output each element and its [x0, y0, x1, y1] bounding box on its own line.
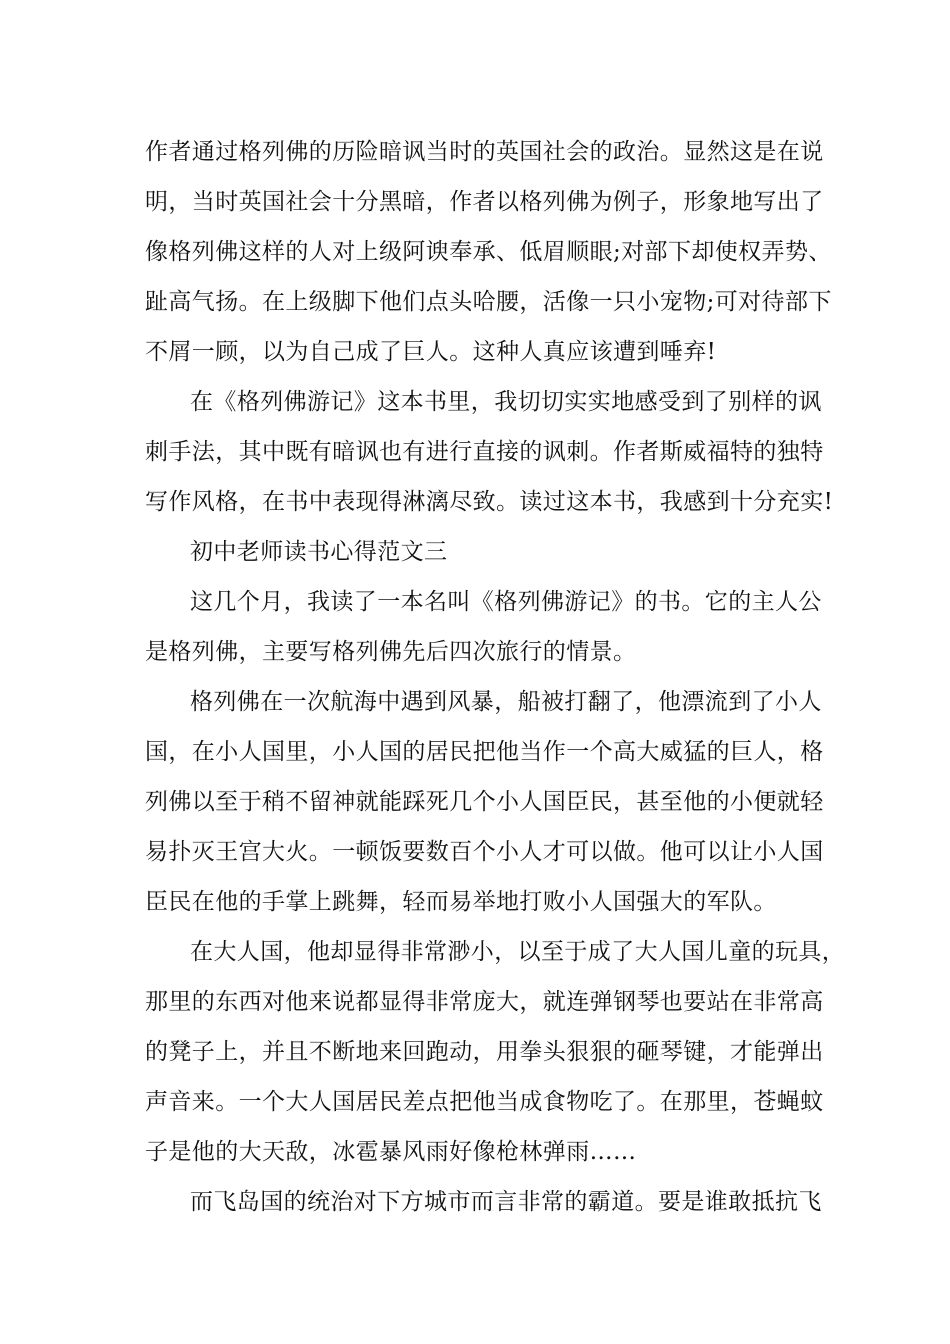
- text-line: 而飞岛国的统治对下方城市而言非常的霸道。要是谁敢抵抗飞: [190, 1189, 822, 1215]
- text-line: 列佛以至于稍不留神就能踩死几个小人国臣民，甚至他的小便就轻: [145, 789, 824, 815]
- text-line: 作者通过格列佛的历险暗讽当时的英国社会的政治。显然这是在说: [145, 139, 824, 165]
- text-line: 子是他的大天敌，冰雹暴风雨好像枪林弹雨……: [145, 1139, 637, 1165]
- text-line: 声音来。一个大人国居民差点把他当成食物吃了。在那里，苍蝇蚊: [145, 1089, 824, 1115]
- text-line: 格列佛在一次航海中遇到风暴，船被打翻了，他漂流到了小人: [190, 689, 822, 715]
- text-line: 国，在小人国里，小人国的居民把他当作一个高大威猛的巨人，格: [145, 739, 824, 765]
- text-line: 臣民在他的手掌上跳舞，轻而易举地打败小人国强大的军队。: [145, 889, 777, 915]
- text-line: 像格列佛这样的人对上级阿谀奉承、低眉顺眼;对部下却使权弄势、: [145, 239, 832, 265]
- text-line: 不屑一顾，以为自己成了巨人。这种人真应该遭到唾弃!: [145, 339, 717, 365]
- text-line: 刺手法，其中既有暗讽也有进行直接的讽刺。作者斯威福特的独特: [145, 439, 824, 465]
- text-line: 在《格列佛游记》这本书里，我切切实实地感受到了别样的讽: [190, 389, 822, 415]
- text-line: 那里的东西对他来说都显得非常庞大，就连弹钢琴也要站在非常高: [145, 989, 824, 1015]
- text-line: 趾高气扬。在上级脚下他们点头哈腰，活像一只小宠物;可对待部下: [145, 289, 832, 315]
- text-line: 易扑灭王宫大火。一顿饭要数百个小人才可以做。他可以让小人国: [145, 839, 824, 865]
- text-line: 在大人国，他却显得非常渺小，以至于成了大人国儿童的玩具，: [190, 939, 846, 965]
- text-line: 写作风格，在书中表现得淋漓尽致。读过这本书，我感到十分充实!: [145, 489, 834, 515]
- text-line: 这几个月，我读了一本名叫《格列佛游记》的书。它的主人公: [190, 589, 822, 615]
- text-line: 的凳子上，并且不断地来回跑动，用拳头狠狠的砸琴键，才能弹出: [145, 1039, 824, 1065]
- section-heading: 初中老师读书心得范文三: [190, 539, 448, 565]
- text-line: 是格列佛，主要写格列佛先后四次旅行的情景。: [145, 639, 637, 665]
- text-line: 明，当时英国社会十分黑暗，作者以格列佛为例子，形象地写出了: [145, 189, 824, 215]
